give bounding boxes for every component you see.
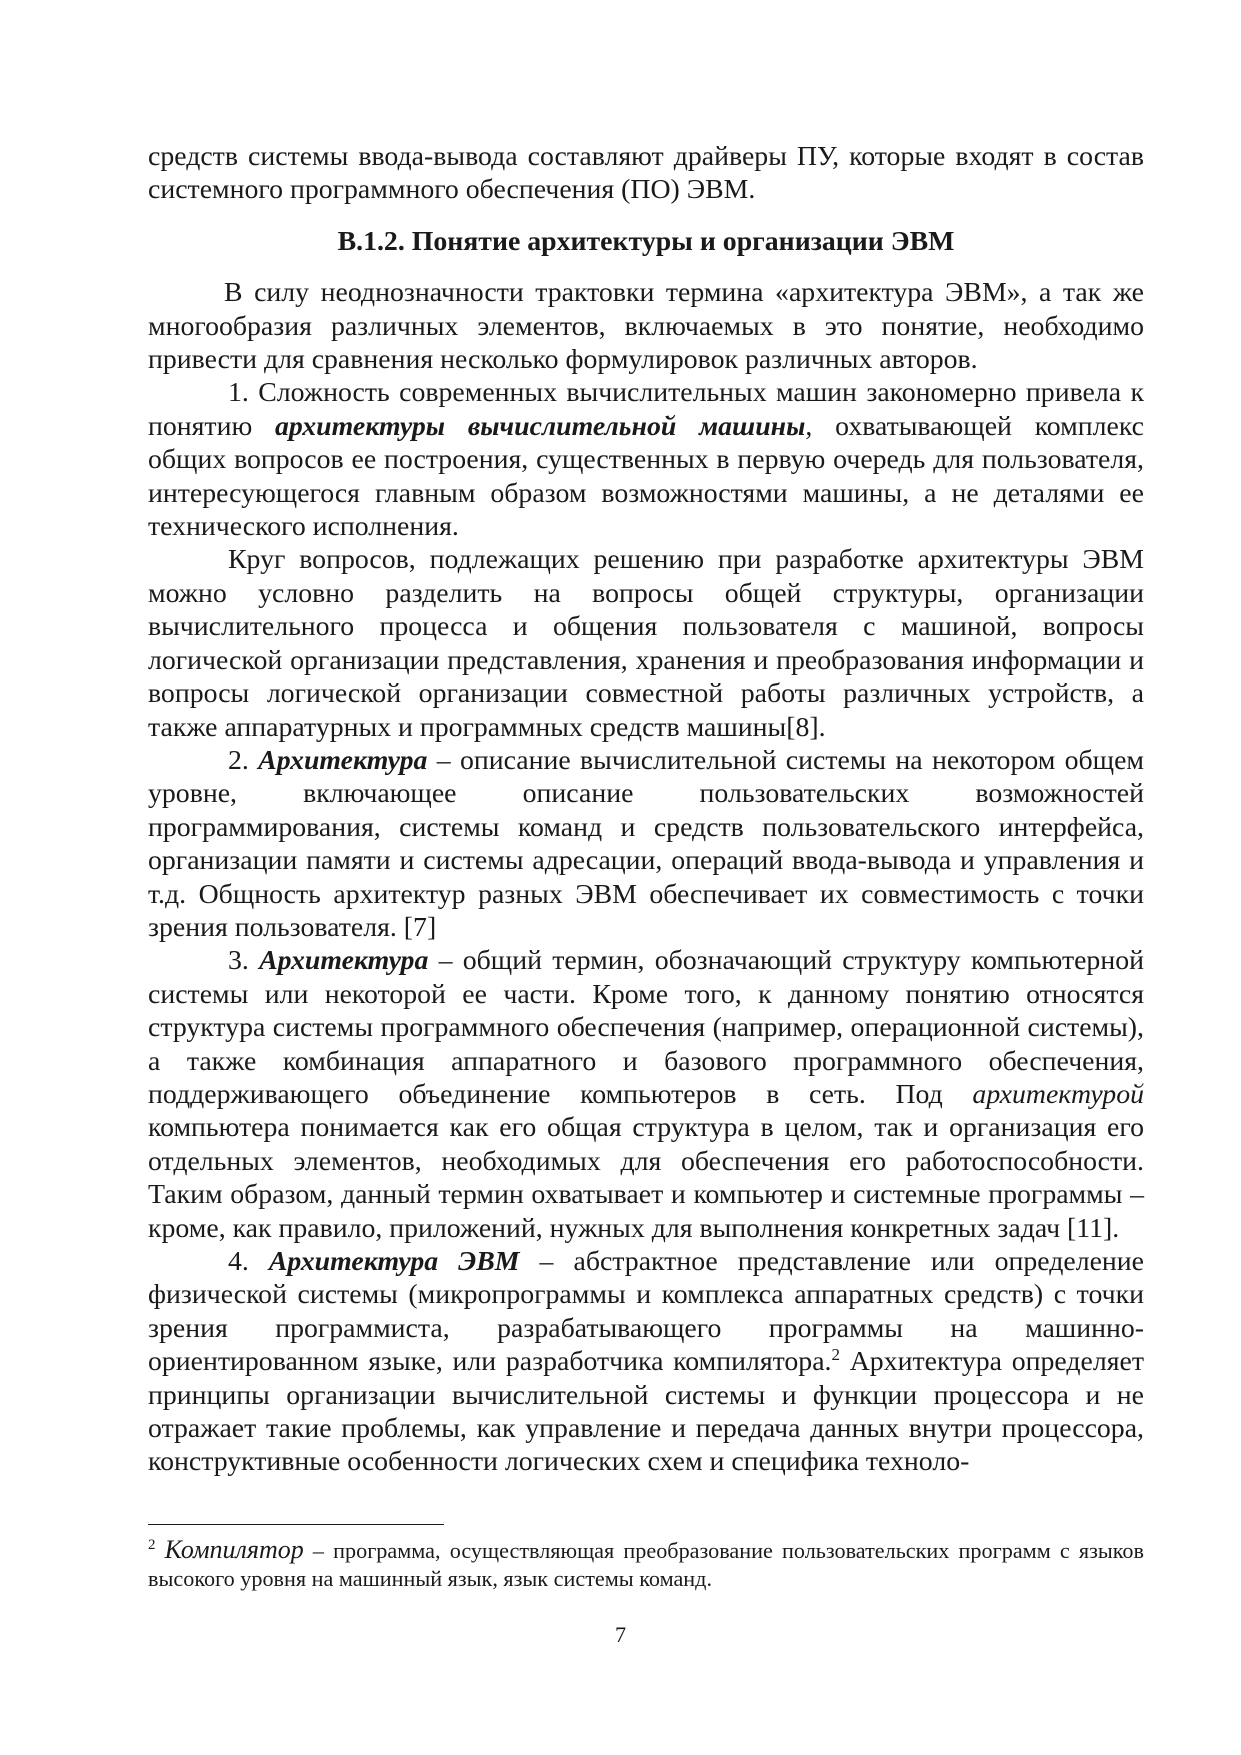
definition-2-paragraph: 2. Архитектура – описание вычислительной системы на некотором общем уровне, включающее описание пользовательских возможностей программирования, системы команд и средств пользовательского интерфейса, организации памяти и системы адресации, операций ввода-вывода и управления и т.д. Общность архитектур разных ЭВМ обеспечивает их совместимость с точки зрения пользователя. [7] xyxy=(148,744,1145,943)
definition-3-paragraph: 3. Архитектура – общий термин, обозначающий структуру компьютерной системы или некоторой ее части. Кроме того, к данному понятию относятся структура системы программного обеспечения (например, операционной системы), а также комбинация аппаратного и базового программного обеспечения, поддерживающего объединение компьютеров в сеть. Под архитектурой компьютера понимается как его общая структура в целом, так и организация его отдельных элементов, необходимых для обеспечения его работоспособности. Таким образом, данный термин охватывает и компьютер и системные программы – кроме, как правило, приложений, нужных для выполнения конкретных задач [11]. xyxy=(148,945,1144,1244)
definition-4-paragraph: 4. Архитектура ЭВМ – абстрактное представление или определение физической системы (микропрограммы и комплекса аппаратных средств) с точки зрения программиста, разрабатывающего программы на машинно-ориентированном языке, или разработчика компилятора.$^2$ Архитектура определяет принципы организации вычислительной системы и функции процессора и не отражает такие проблемы, как управление и передача данных внутри процессора, конструктивные особенности логических схем и специфика техноло- xyxy=(148,1246,1145,1478)
definition-1-term: архитектуры вычислительной машины xyxy=(275,410,806,442)
footnote xyxy=(148,1536,1144,1593)
definition-2-term: Архитектура xyxy=(258,744,428,776)
footnote-number: 2 xyxy=(148,1537,156,1553)
section-heading: В.1.2. Понятие архитектуры и организации ЭВМ xyxy=(337,225,955,257)
definition-3-term: Архитектура xyxy=(259,945,429,977)
footnote-reference[interactable]: 2 xyxy=(831,1345,840,1365)
definition-1-continuation: Круг вопросов, подлежащих решению при разработке архитектуры ЭВМ можно условно разделить на вопросы общей структуры, организации вычислительного процесса и общения пользователя с машиной, вопросы логической организации представления, хранения и преобразования информации и вопросы логической организации совместной работы различных устройств, а также аппаратурных и программных средств машины[8]. xyxy=(148,544,1144,743)
page-body xyxy=(148,140,1144,1479)
section-lead-paragraph: В силу неоднозначности трактовки термина «архитектура ЭВМ», а так же многообразия различных элементов, включаемых в это понятие, необходимо привести для сравнения несколько формулировок различных авторов. xyxy=(148,277,1144,376)
intro-paragraph: средств системы ввода-вывода составляют драйверы ПУ, которые входят в состав системного программного обеспечения (ПО) ЭВМ. xyxy=(148,141,1144,206)
definition-1-paragraph: 1. Сложность современных вычислительных машин закономерно привела к понятию архитектуры вычислительной машины, охватывающей комплекс общих вопросов ее построения, существенных в первую очередь для пользователя, интересующегося главным образом возможностями машины, а не деталями ее технического исполнения. xyxy=(148,377,1144,543)
footnote-term: Компилятор xyxy=(164,1535,304,1564)
definition-4-term: Архитектура ЭВМ xyxy=(268,1246,520,1277)
footnote-text: – программа, осуществляющая преобразование пользовательских программ с языков высокого уровня на машинный язык, язык системы команд. xyxy=(148,1538,1144,1591)
footnote-separator xyxy=(148,1524,444,1525)
page-number: 7 xyxy=(614,1622,627,1647)
definition-3-italic-term: архитектурой xyxy=(972,1078,1144,1110)
